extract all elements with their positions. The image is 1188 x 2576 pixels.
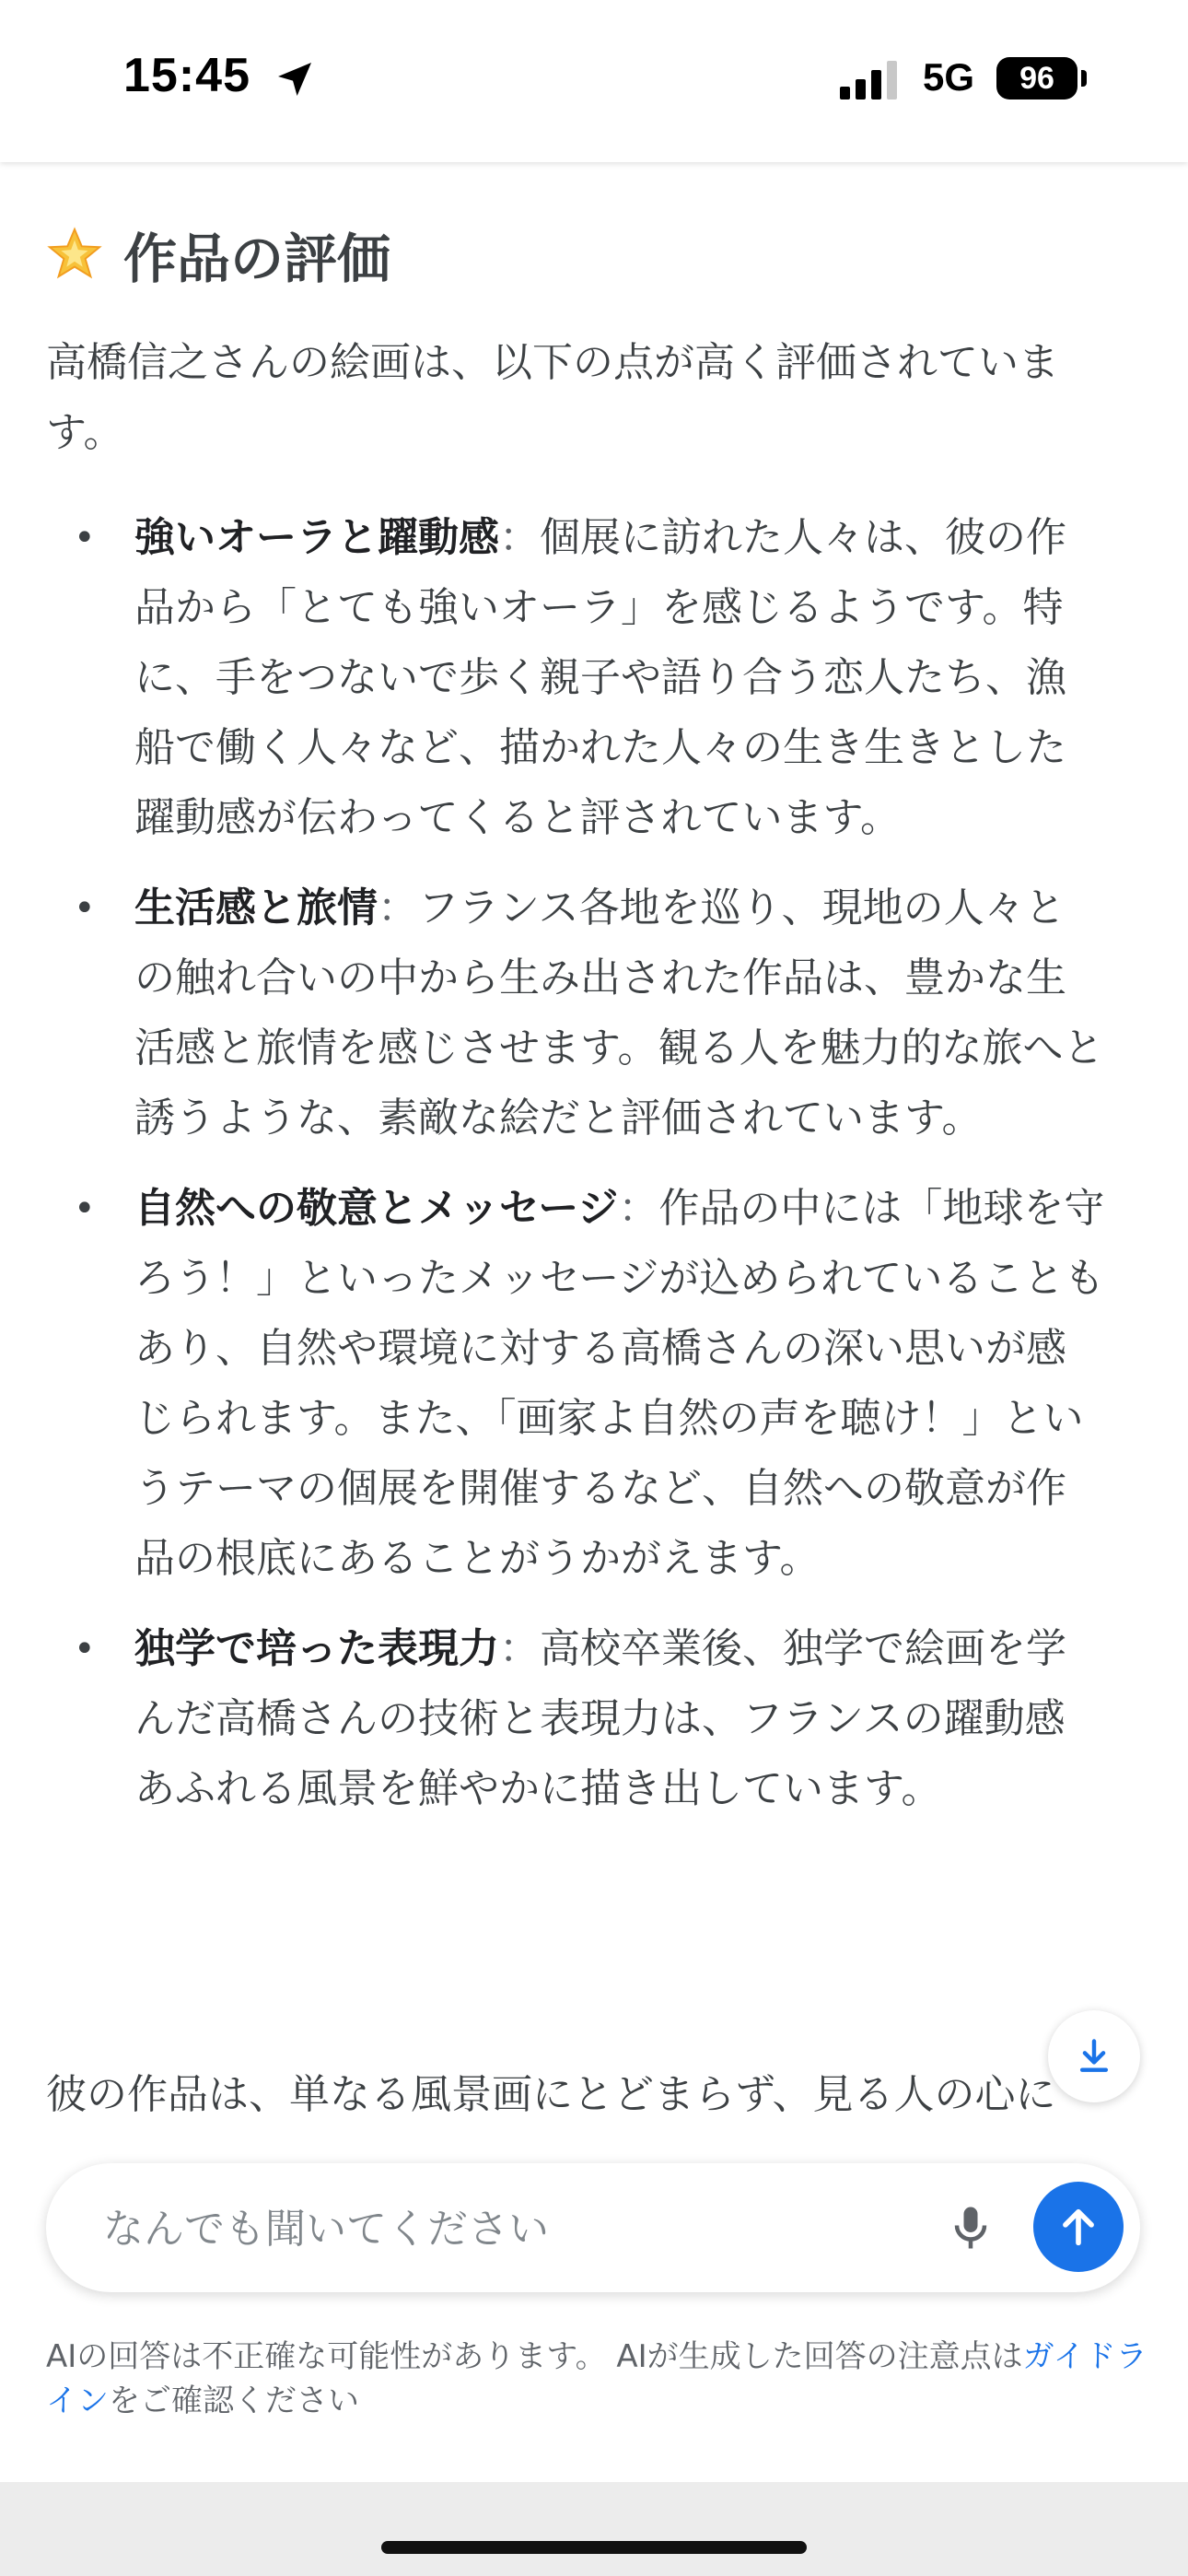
point-separator: ：: [499, 514, 540, 561]
bottom-safe-area: [0, 2482, 1188, 2576]
disclaimer-text: AIの回答は不正確な可能性があります。 AIが生成した回答の注意点は: [46, 2338, 1023, 2375]
list-item: [0, 873, 1188, 1153]
point-term: 独学で培った表現力: [134, 1625, 499, 1672]
point-text: フランス各地を巡り、現地の人々との触れ合いの中から生み出された作品は、豊かな生活感と旅情を感じさせます。観る人を魅力的な旅へと誘うような、素敵な絵だと評価されています。: [134, 884, 1104, 1142]
battery-cap: [1081, 70, 1087, 87]
point-text: 個展に訪れた人々は、彼の作品から「とても強いオーラ」を感じるようです。特に、手をつないで歩く親子や語り合う恋人たち、漁船で働く人々など、描かれた人々の生き生きとした躍動感が伝わってくると評されています。: [134, 514, 1066, 841]
section-heading: [46, 216, 390, 293]
evaluation-list: [0, 503, 1188, 1844]
microphone-icon[interactable]: [943, 2200, 998, 2255]
scroll-down-button[interactable]: [1048, 2010, 1140, 2102]
bullet: •: [74, 887, 96, 930]
list-item: [0, 1174, 1188, 1594]
point-term: 自然への敬意とメッセージ: [134, 1185, 619, 1232]
trailing-paragraph: 彼の作品は、単なる風景画にとどまらず、見る人の心に: [46, 2071, 1056, 2115]
arrow-up-icon: [1054, 2203, 1102, 2251]
prompt-input[interactable]: [101, 2191, 934, 2266]
send-button[interactable]: [1033, 2182, 1124, 2272]
point-separator: ：: [499, 1625, 540, 1672]
battery-icon: [996, 57, 1077, 100]
point-separator: ：: [378, 884, 418, 931]
point-term: 強いオーラと躍動感: [134, 514, 499, 561]
home-indicator[interactable]: [381, 2541, 807, 2554]
list-item: [0, 1614, 1188, 1824]
bullet: •: [74, 1628, 96, 1670]
status-bar: [0, 0, 1188, 162]
status-time: 15:45: [123, 49, 250, 102]
disclaimer: [46, 2335, 1151, 2423]
point-text: 高校卒業後、独学で絵画を学んだ高橋さんの技術と表現力は、フランスの躍動感あふれる風景を鮮やかに描き出しています。: [134, 1625, 1066, 1812]
signal-bars-icon: [840, 61, 904, 100]
location-arrow-icon: [273, 57, 317, 101]
list-item: [0, 503, 1188, 853]
point-term: 生活感と旅情: [134, 884, 378, 931]
download-arrow-icon: [1074, 2036, 1114, 2077]
disclaimer-suffix: をご確認ください: [109, 2383, 359, 2419]
section-title: 作品の評価: [123, 228, 391, 290]
point-separator: ：: [618, 1185, 659, 1232]
battery-level: 96: [1019, 61, 1054, 96]
point-text: 作品の中には「地球を守ろう！」といったメッセージが込められていることもあり、自然や環境に対する高橋さんの深い思いが感じられます。また、「画家よ自然の声を聴け！」というテーマの個展を開催するなど、自然への敬意が作品の根底にあることがうかがえます。: [134, 1185, 1105, 1582]
network-type: 5G: [923, 55, 975, 99]
response-content: [0, 162, 1188, 2115]
prompt-bar: [46, 2163, 1140, 2292]
bullet: •: [74, 1188, 96, 1230]
star-icon: [46, 226, 103, 283]
guideline-link[interactable]: ガイドライン: [46, 2338, 1147, 2419]
bullet: •: [74, 517, 96, 559]
intro-paragraph: 高橋信之さんの絵画は、以下の点が高く評価されています。: [46, 339, 1059, 456]
